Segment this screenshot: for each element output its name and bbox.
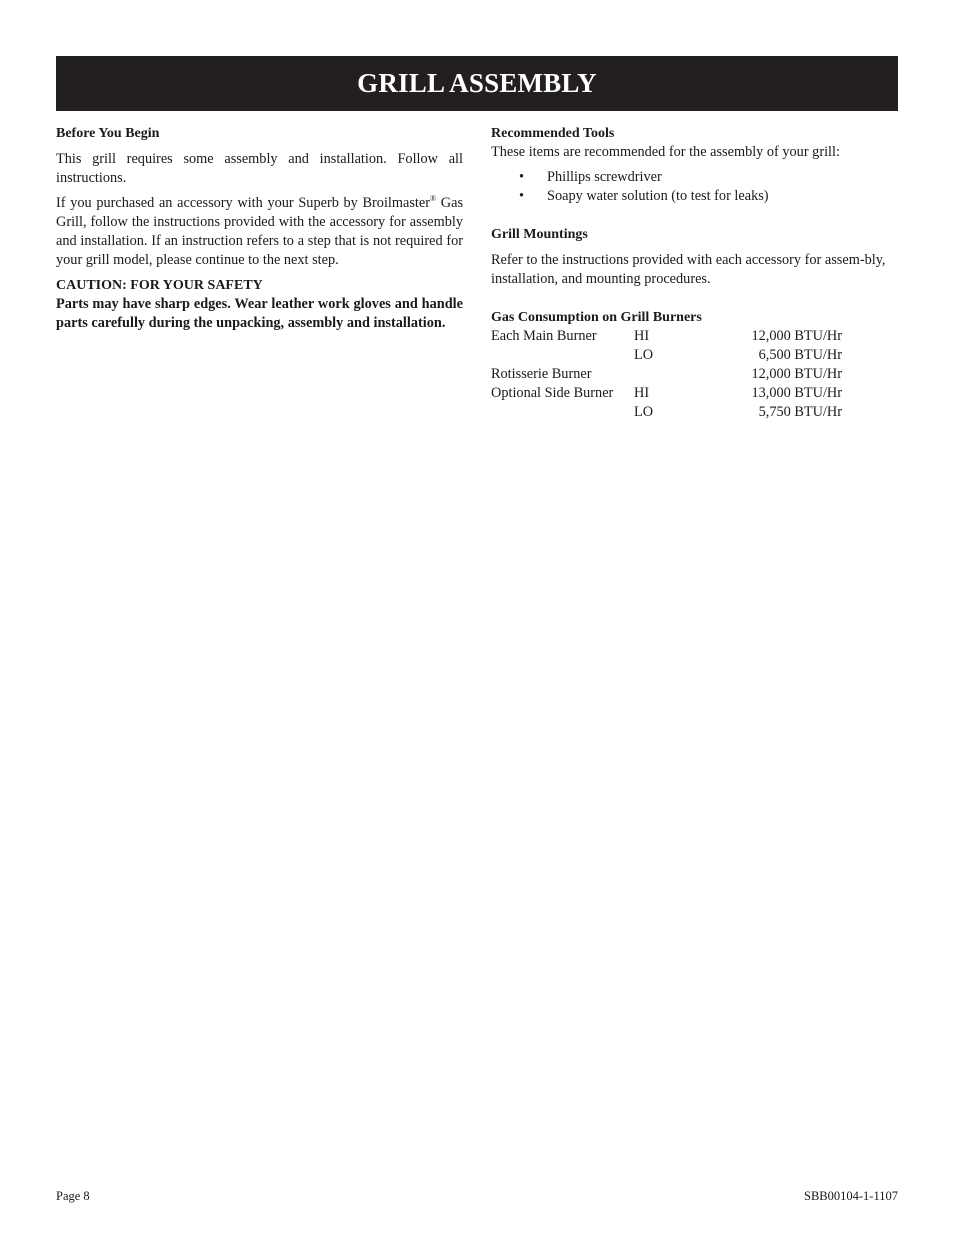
table-row xyxy=(491,384,842,403)
burner-name xyxy=(491,403,634,422)
right-column xyxy=(491,124,898,422)
burner-setting: HI xyxy=(634,385,650,401)
recommended-tools-heading: Recommended Tools xyxy=(491,126,615,141)
tool-label: Soapy water solution (to test for leaks) xyxy=(547,188,769,204)
caution-text: Parts may have sharp edges. Wear leather work gloves and handle parts carefully during the unpacking, assembly and installation. xyxy=(56,296,463,331)
gas-consumption-table xyxy=(491,327,842,422)
grill-mountings-text: Refer to the instructions provided with each accessory for assem-bly, installation, and mounting procedures. xyxy=(491,252,886,287)
registered-mark: ® xyxy=(430,194,437,203)
burner-setting: HI xyxy=(634,328,650,344)
caution-heading: CAUTION: FOR YOUR SAFETY xyxy=(56,278,263,293)
table-row xyxy=(491,346,842,365)
burner-name xyxy=(491,346,634,365)
table-row xyxy=(491,403,842,422)
gas-consumption-heading: Gas Consumption on Grill Burners xyxy=(491,310,702,325)
list-item xyxy=(491,168,898,187)
burner-btu: 6,500 BTU/Hr xyxy=(758,347,842,363)
burner-btu: 12,000 BTU/Hr xyxy=(751,328,842,344)
burner-name: Optional Side Burner xyxy=(491,385,614,401)
burner-name: Rotisserie Burner xyxy=(491,366,592,382)
document-id: SBB00104-1-1107 xyxy=(804,1189,898,1203)
title-banner xyxy=(56,56,898,111)
burner-btu: 13,000 BTU/Hr xyxy=(751,385,842,401)
left-column xyxy=(56,124,463,333)
recommended-tools-intro: These items are recommended for the assembly of your grill: xyxy=(491,144,840,160)
table-row xyxy=(491,365,842,384)
bullet-icon: • xyxy=(519,188,525,204)
burner-btu: 5,750 BTU/Hr xyxy=(758,404,842,420)
before-you-begin-paragraph-1: This grill requires some assembly and installation. Follow all instructions. xyxy=(56,151,463,186)
paragraph-2-text-b: Gas Grill, follow the instructions provided with the accessory for assembly and installation. If an instruction refers to a step that is not required for your grill model, please continue to the next step. xyxy=(56,195,464,268)
grill-mountings-heading: Grill Mountings xyxy=(491,227,588,242)
tool-label: Phillips screwdriver xyxy=(547,169,662,185)
before-you-begin-heading: Before You Begin xyxy=(56,126,160,141)
tools-list xyxy=(491,168,898,206)
paragraph-2-text-a: If you purchased an accessory with your Superb by Broilmaster xyxy=(56,195,431,211)
table-row xyxy=(491,327,842,346)
burner-setting: LO xyxy=(634,404,654,420)
bullet-icon: • xyxy=(519,169,525,185)
burner-name: Each Main Burner xyxy=(491,328,597,344)
page-number: Page 8 xyxy=(56,1189,90,1203)
burner-setting: LO xyxy=(634,347,654,363)
list-item xyxy=(491,187,898,206)
before-you-begin-paragraph-2 xyxy=(56,194,463,270)
page-title: GRILL ASSEMBLY xyxy=(357,68,597,98)
burner-setting xyxy=(634,365,694,384)
burner-btu: 12,000 BTU/Hr xyxy=(751,366,842,382)
